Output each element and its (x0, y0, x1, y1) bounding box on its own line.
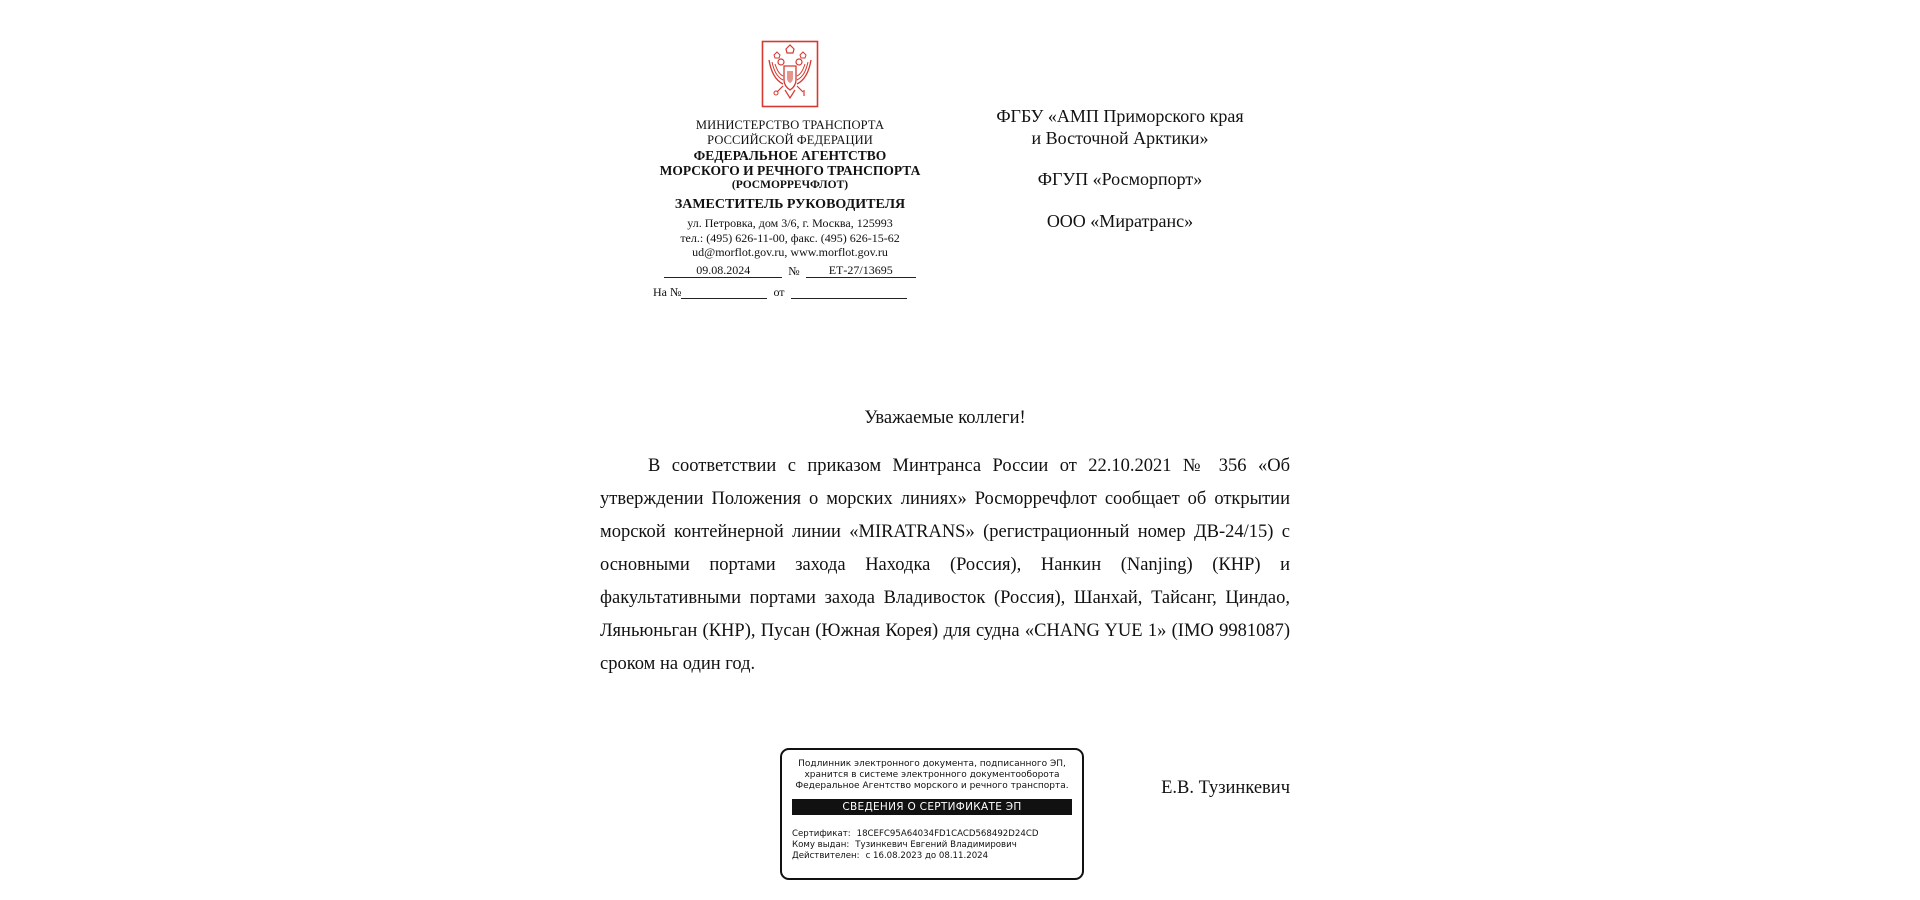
stamp-cert-value: 18CEFC95A64034FD1CACD568492D24CD (856, 829, 1039, 839)
russian-coat-of-arms-icon (761, 40, 819, 108)
stamp-certificate-title: СВЕДЕНИЯ О СЕРТИФИКАТЕ ЭП (792, 799, 1072, 815)
registration-row (640, 263, 940, 278)
stamp-issued-row (792, 840, 1072, 851)
recipient-amp-line-1: ФГБУ «АМП Приморского края (996, 106, 1244, 126)
stamp-issued-value: Тузинкевич Евгений Владимирович (855, 840, 1017, 850)
stamp-cert-row (792, 829, 1072, 840)
stamp-certificate-details (782, 815, 1082, 862)
agency-short-name: (РОСМОРРЕЧФЛОТ) (731, 179, 849, 192)
agency-address: ул. Петровка, дом 3/6, г. Москва, 125993 (687, 216, 893, 231)
agency-line-1: ФЕДЕРАЛЬНОЕ АГЕНТСТВО (693, 147, 887, 163)
signatory-position: ЗАМЕСТИТЕЛЬ РУКОВОДИТЕЛЯ (674, 196, 906, 212)
stamp-header (782, 750, 1082, 792)
reply-to-label: На № (653, 284, 682, 299)
stamp-header-line-1: Подлинник электронного документа, подписанного ЭП, (798, 759, 1066, 769)
recipient-amp (960, 106, 1280, 149)
electronic-signature-stamp (780, 748, 1084, 880)
reply-number-blank (681, 284, 767, 299)
stamp-valid-row (792, 851, 1072, 862)
signatory-name: Е.В. Тузинкевич (1161, 778, 1290, 798)
stamp-valid-label: Действителен: (792, 851, 860, 861)
recipients-block (960, 106, 1280, 252)
reply-from-label: от (773, 284, 785, 299)
outgoing-number: ЕТ-27/13695 (806, 263, 916, 278)
stamp-issued-label: Кому выдан: (792, 840, 850, 850)
letterhead (640, 40, 940, 299)
stamp-header-line-3: Федеральное Агентство морского и речного транспорта. (795, 781, 1069, 791)
recipient-rosmorport: ФГУП «Росморпорт» (1037, 169, 1203, 190)
agency-web: ud@morflot.gov.ru, www.morflot.gov.ru (692, 244, 888, 259)
reply-date-blank (791, 284, 907, 299)
stamp-valid-value: с 16.08.2023 до 08.11.2024 (865, 851, 989, 861)
outgoing-date: 09.08.2024 (664, 263, 782, 278)
agency-phone: тел.: (495) 626-11-00, факс. (495) 626-15-62 (680, 230, 900, 245)
greeting: Уважаемые коллеги! (864, 408, 1026, 428)
stamp-header-line-2: хранится в системе электронного документооборота (804, 770, 1060, 780)
ministry-line-1: МИНИСТЕРСТВО ТРАНСПОРТА (695, 118, 885, 132)
stamp-cert-label: Сертификат: (792, 829, 851, 839)
ministry-line-2: РОССИЙСКОЙ ФЕДЕРАЦИИ (707, 132, 873, 147)
reply-reference-row (640, 284, 940, 299)
number-sign: № (788, 263, 800, 278)
recipient-miratrans: ООО «Миратранс» (1046, 210, 1194, 231)
letter-body-paragraph: В соответствии с приказом Минтранса России от 22.10.2021 № 356 «Об утверждении Положения о морских линиях» Росморречфлот сообщает об открытии морской контейнерной линии «MIRATRANS» (регистрационный номер ДВ-24/15) с основными портами захода Находка (Россия), Нанкин (Nanjing) (КНР) и факультативными портами захода Владивосток (Россия), Шанхай, Тайсанг, Циндао, Ляньюньган (КНР), Пусан (Южная Корея) для судна «CHANG YUE 1» (IMO 9981087) сроком на один год. (600, 456, 1290, 674)
agency-line-2: МОРСКОГО И РЕЧНОГО ТРАНСПОРТА (659, 163, 921, 179)
recipient-amp-line-2: и Восточной Арктики» (1031, 127, 1209, 148)
